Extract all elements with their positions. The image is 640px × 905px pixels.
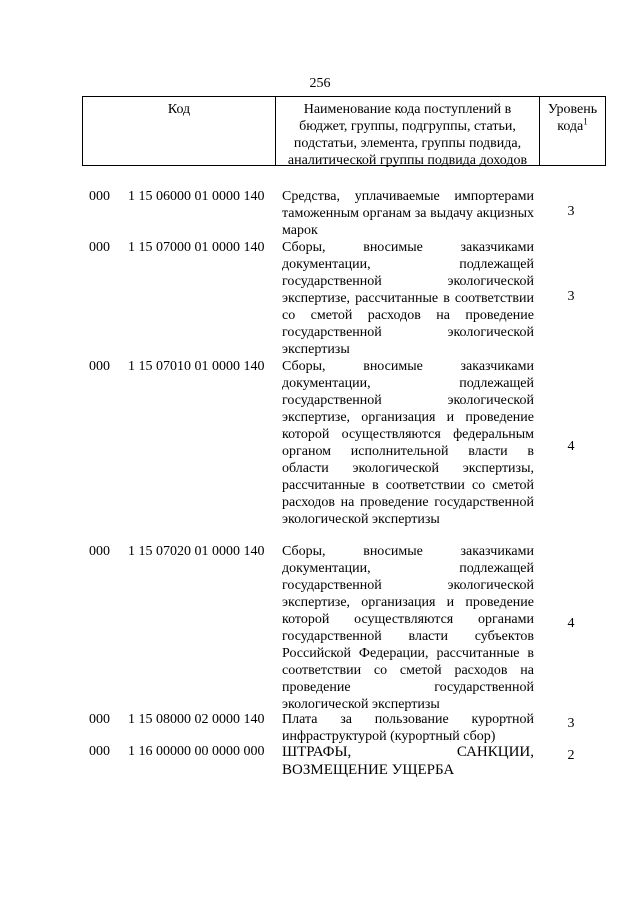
row-description: Средства, уплачиваемые импортерами таможенным органам за выдачу акцизных марок: [282, 189, 534, 238]
row-prefix: 000: [89, 359, 110, 374]
row-code: 1 15 07010 01 0000 140: [128, 359, 265, 374]
row-prefix: 000: [89, 712, 110, 727]
row-level: 4: [567, 439, 575, 454]
row-code: 1 15 07020 01 0000 140: [128, 544, 265, 559]
row-code: 1 16 00000 00 0000 000: [128, 744, 265, 759]
row-code: 1 15 06000 01 0000 140: [128, 189, 265, 204]
row-level: 3: [567, 716, 575, 731]
row-prefix: 000: [89, 189, 110, 204]
footnote-marker: 1: [583, 116, 588, 127]
row-level: 3: [567, 289, 575, 304]
row-prefix: 000: [89, 544, 110, 559]
row-description: Сборы, вносимые заказчиками документации, подлежащей государственной экологической экспертизе, рассчитанные в соответствии со сметой расходов на проведение государственной экологической экспертизы: [282, 240, 534, 357]
row-level: 4: [567, 616, 575, 631]
row-code: 1 15 07000 01 0000 140: [128, 240, 265, 255]
row-prefix: 000: [89, 240, 110, 255]
row-description: Плата за пользование курортной инфраструктурой (курортный сбор): [282, 712, 534, 744]
row-level: 3: [567, 204, 575, 219]
row-description: Сборы, вносимые заказчиками документации, подлежащей государственной экологической экспертизе, организация и проведение которой осуществляются федеральным органом исполнительной власти в области экологической экспертизы, рассчитанные в соответствии со сметой расходов на проведение государственной экологической экспертизы: [282, 359, 534, 527]
row-prefix: 000: [89, 744, 110, 759]
header-level-label: Уровень кода: [547, 102, 598, 134]
row-code: 1 15 08000 02 0000 140: [128, 712, 265, 727]
header-code: Код: [83, 97, 276, 165]
header-name: Наименование кода поступлений в бюджет, группы, подгруппы, статьи, подстатьи, элемента, группы подвида, аналитической группы подвида доходов: [276, 97, 540, 165]
row-description: Сборы, вносимые заказчиками документации, подлежащей государственной экологической экспертизе, организация и проведение которой осуществляются органами государственной власти субъектов Российской Федерации, рассчитанные в соответствии со сметой расходов на проведение государственной экологической экспертизы: [282, 544, 534, 712]
row-level: 2: [567, 748, 575, 763]
page-number: 256: [309, 76, 331, 91]
row-description: ШТРАФЫ, САНКЦИИ, ВОЗМЕЩЕНИЕ УЩЕРБА: [282, 744, 534, 778]
